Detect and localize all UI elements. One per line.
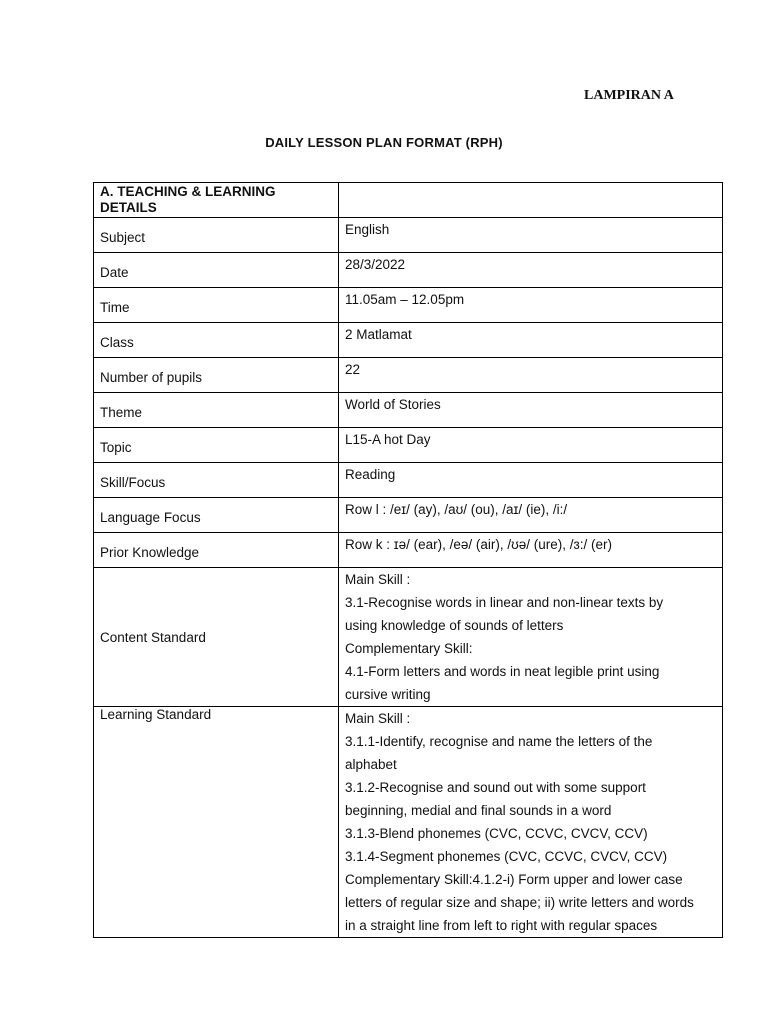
row-value: Row k : ɪə/ (ear), /eə/ (air), /ʊə/ (ure), /ɜ:/ (er): [339, 533, 723, 568]
learning-standard-row: [94, 707, 723, 938]
row-value: English: [339, 218, 723, 253]
row-value: 22: [339, 358, 723, 393]
content-standard-line: 3.1-Recognise words in linear and non-linear texts by: [345, 595, 664, 610]
row-value: Row l : /eɪ/ (ay), /aʊ/ (ou), /aɪ/ (ie), /i:/: [339, 498, 723, 533]
table-row: [94, 498, 723, 533]
row-value: World of Stories: [339, 393, 723, 428]
row-label: Number of pupils: [94, 358, 339, 393]
content-standard-value: [339, 568, 723, 707]
table-row: [94, 288, 723, 323]
table-row: [94, 253, 723, 288]
row-value: 11.05am – 12.05pm: [339, 288, 723, 323]
content-standard-label: Content Standard: [94, 568, 339, 707]
content-standard-line: 4.1-Form letters and words in neat legible print using: [345, 664, 660, 679]
table-row: [94, 323, 723, 358]
learning-standard-line: beginning, medial and final sounds in a word: [345, 803, 612, 818]
row-label: Date: [94, 253, 339, 288]
row-label: Time: [94, 288, 339, 323]
content-standard-line: Complementary Skill:: [345, 641, 473, 656]
section-header-label: A. TEACHING & LEARNING DETAILS: [94, 183, 339, 218]
row-label: Topic: [94, 428, 339, 463]
content-standard-line: using knowledge of sounds of letters: [345, 618, 564, 633]
row-label: Language Focus: [94, 498, 339, 533]
lampiran-label: LAMPIRAN A: [584, 88, 674, 103]
row-value: 28/3/2022: [339, 253, 723, 288]
document-title: DAILY LESSON PLAN FORMAT (RPH): [265, 135, 503, 150]
table-header-row: [94, 183, 723, 218]
row-value: Reading: [339, 463, 723, 498]
table-row: [94, 358, 723, 393]
content-standard-line: cursive writing: [345, 687, 431, 702]
learning-standard-line: Complementary Skill:4.1.2-i) Form upper and lower case: [345, 872, 683, 887]
content-standard-row: [94, 568, 723, 707]
table-row: [94, 218, 723, 253]
row-label: Prior Knowledge: [94, 533, 339, 568]
learning-standard-line: 3.1.4-Segment phonemes (CVC, CCVC, CVCV, CCV): [345, 849, 668, 864]
table-row: [94, 428, 723, 463]
learning-standard-line: 3.1.2-Recognise and sound out with some support: [345, 780, 646, 795]
section-header-value: [339, 183, 723, 218]
learning-standard-value: [339, 707, 723, 938]
table-row: [94, 533, 723, 568]
learning-standard-line: alphabet: [345, 757, 397, 772]
row-label: Skill/Focus: [94, 463, 339, 498]
row-label: Theme: [94, 393, 339, 428]
row-value: 2 Matlamat: [339, 323, 723, 358]
learning-standard-label: Learning Standard: [94, 707, 339, 938]
learning-standard-line: Main Skill :: [345, 711, 411, 726]
learning-standard-line: in a straight line from left to right with regular spaces: [345, 918, 658, 933]
content-standard-line: Main Skill :: [345, 572, 411, 587]
row-value: L15-A hot Day: [339, 428, 723, 463]
learning-standard-line: 3.1.1-Identify, recognise and name the letters of the: [345, 734, 653, 749]
table-row: [94, 393, 723, 428]
row-label: Subject: [94, 218, 339, 253]
lesson-plan-table: [93, 182, 723, 938]
learning-standard-line: letters of regular size and shape; ii) write letters and words: [345, 895, 694, 910]
learning-standard-line: 3.1.3-Blend phonemes (CVC, CCVC, CVCV, CCV): [345, 826, 648, 841]
table-row: [94, 463, 723, 498]
row-label: Class: [94, 323, 339, 358]
